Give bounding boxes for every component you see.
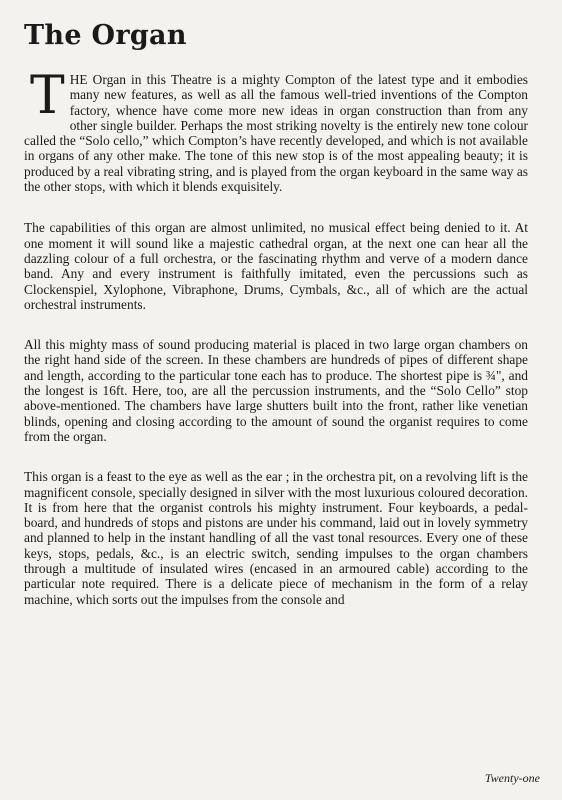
paragraph-1-text: HE Organ in this Theatre is a mighty Compton of the latest type and it embodies many new features, as well as all the famous well-tried inventions of the Compton factory, whence have come more new ideas in organ construction than from any other single builder. Perhaps the most striking novelty is the entirely new tone colour called the “Solo cello,” which Compton’s have recently developed, and which is not available in organs of any other make. The tone of this new stop is of the most appealing beauty; it is produced by a real vibrating string, and is played from the organ keyboard in the same way as the other stops, with which it blends exquisitely. xyxy=(24,72,528,195)
paragraph-3: All this mighty mass of sound producing material is placed in two large organ chambers on the right hand side of the screen. In these chambers are hundreds of pipes of different shape and length, according to the particular tone each has to produce. The shortest pipe is ¾", and the longest is 16ft. Here, too, are all the percussion instruments, and the “Solo Cello” stop above-mentioned. The chambers have large shutters built into the front, rather like venetian blinds, opening and closing according to the amount of sound the organist requires to come from the organ. xyxy=(24,337,528,444)
paragraph-1 xyxy=(24,66,528,195)
page-title: The Organ xyxy=(24,20,187,51)
page-number: Twenty-one xyxy=(484,771,540,785)
paragraph-2: The capabilities of this organ are almost unlimited, no musical effect being denied to it. At one moment it will sound like a majestic cathedral organ, at the next one can hear all the dazzling colour of a full orchestra, or the fascinating rhythm and verve of a modern dance band. Any and every instrument is faithfully imitated, even the percussions such as Clockenspiel, Xylophone, Vibraphone, Drums, Cymbals, &c., all of which are the actual orchestral instruments. xyxy=(24,220,528,312)
drop-cap: T xyxy=(30,66,65,126)
paragraph-4: This organ is a feast to the eye as well as the ear ; in the orchestra pit, on a revolving lift is the magnificent console, specially designed in silver with the most luxurious coloured decoration. It is from here that the organist controls his mighty instrument. Four keyboards, a pedal-board, and hundreds of stops and pistons are under his command, laid out in lovely symmetry and planned to help in the instant handling of all the vast tonal resources. Every one of these keys, stops, pedals, &c., is an electric switch, sending impulses to the organ chambers through a multitude of insulated wires (encased in an armoured cable) according to the particular note required. There is a delicate piece of mechanism in the form of a relay machine, which sorts out the impulses from the console and xyxy=(24,469,528,607)
